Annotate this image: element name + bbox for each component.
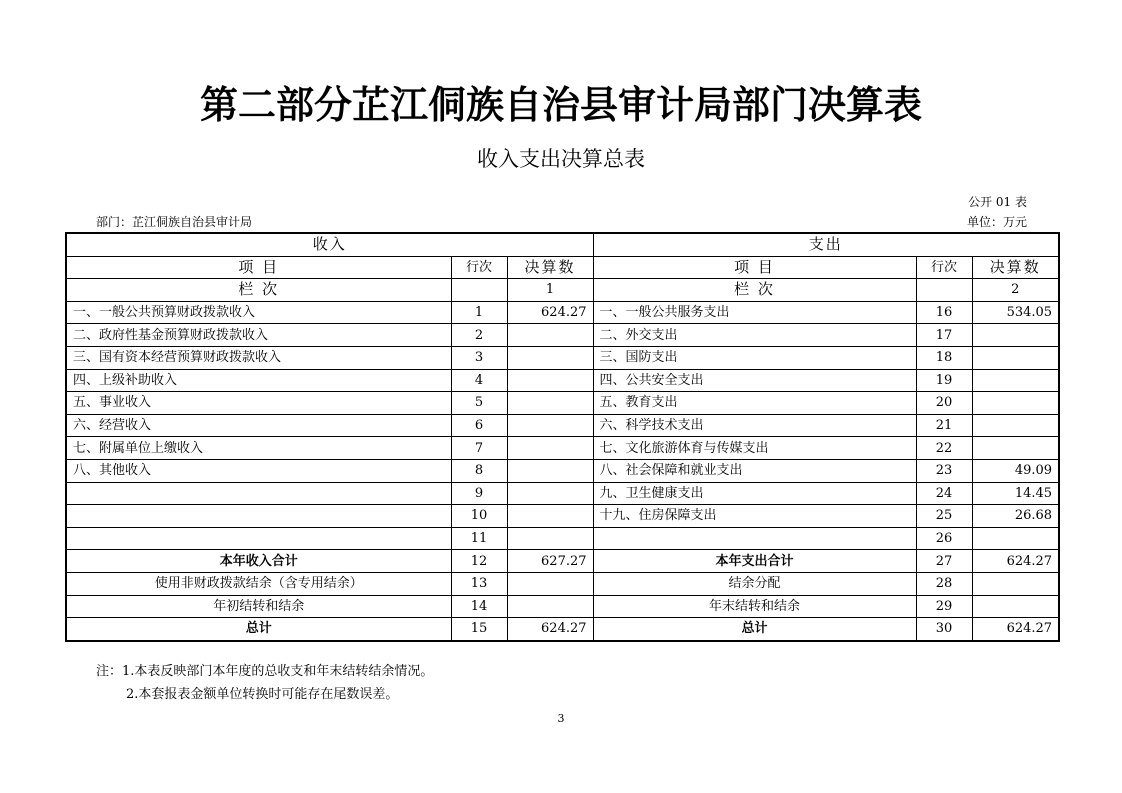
- income-item: 一、一般公共预算财政拨款收入: [66, 301, 451, 324]
- expense-row-no: 24: [916, 482, 972, 505]
- income-amount: [507, 369, 593, 392]
- table-row: [66, 324, 1059, 347]
- expense-total-label: 本年支出合计: [593, 550, 916, 573]
- expense-amount: 26.68: [972, 505, 1059, 528]
- income-row-no: 2: [451, 324, 507, 347]
- income-amount: 624.27: [507, 301, 593, 324]
- expense-amount: [972, 527, 1059, 550]
- expense-row-no-header: 行次: [916, 256, 972, 279]
- expense-grand-amount: 624.27: [972, 618, 1059, 641]
- expense-amount: [972, 324, 1059, 347]
- income-grand-row-no: 15: [451, 618, 507, 641]
- income-item: 七、附属单位上缴收入: [66, 437, 451, 460]
- income-grand-amount: 624.27: [507, 618, 593, 641]
- page-number: 3: [557, 712, 565, 725]
- expense-col-index: 2: [972, 279, 1059, 302]
- income-index-blank: [451, 279, 507, 302]
- expense-amount: 14.45: [972, 482, 1059, 505]
- table-row: [66, 459, 1059, 482]
- income-total-amount: 627.27: [507, 550, 593, 573]
- end-balance-row-no: 29: [916, 595, 972, 618]
- nonfiscal-row: [66, 572, 1059, 595]
- expense-item: 一、一般公共服务支出: [593, 301, 916, 324]
- expense-item: [593, 527, 916, 550]
- expense-index-blank: [916, 279, 972, 302]
- expense-amount: 49.09: [972, 459, 1059, 482]
- income-row-no: 9: [451, 482, 507, 505]
- expense-row-no: 21: [916, 414, 972, 437]
- expense-grand-label: 总计: [593, 618, 916, 641]
- income-item: 五、事业收入: [66, 392, 451, 415]
- expense-index-label: 栏 次: [593, 279, 916, 302]
- expense-amount: [972, 346, 1059, 369]
- table-row: [66, 392, 1059, 415]
- income-amount: [507, 324, 593, 347]
- table-row: [66, 301, 1059, 324]
- note-line-2: 2.本套报表金额单位转换时可能存在尾数误差。: [126, 687, 399, 702]
- begin-balance-row-no: 14: [451, 595, 507, 618]
- nonfiscal-amount: [507, 572, 593, 595]
- expense-section-header: 支出: [593, 233, 1059, 256]
- expense-amount: [972, 392, 1059, 415]
- income-amount: [507, 505, 593, 528]
- expense-row-no: 16: [916, 301, 972, 324]
- income-row-no: 8: [451, 459, 507, 482]
- table-subtitle: 收入支出决算总表: [477, 147, 645, 171]
- income-col-index: 1: [507, 279, 593, 302]
- begin-balance-amount: [507, 595, 593, 618]
- income-amount: [507, 392, 593, 415]
- expense-row-no: 22: [916, 437, 972, 460]
- income-row-no: 10: [451, 505, 507, 528]
- column-header-row: [66, 256, 1059, 279]
- form-code: 公开 01 表: [968, 195, 1027, 209]
- end-balance-amount: [972, 595, 1059, 618]
- note-line-1: 注：1.本表反映部门本年度的总收支和年末结转结余情况。: [96, 664, 434, 679]
- income-item: [66, 482, 451, 505]
- income-section-header: 收入: [66, 233, 593, 256]
- expense-item: 二、外交支出: [593, 324, 916, 347]
- income-row-no: 1: [451, 301, 507, 324]
- income-amount: [507, 482, 593, 505]
- income-amount: [507, 346, 593, 369]
- annual-total-row: [66, 550, 1059, 573]
- begin-balance-label: 年初结转和结余: [66, 595, 451, 618]
- expense-total-amount: 624.27: [972, 550, 1059, 573]
- expense-row-no: 17: [916, 324, 972, 347]
- nonfiscal-label: 使用非财政拨款结余（含专用结余）: [66, 572, 451, 595]
- surplus-alloc-row-no: 28: [916, 572, 972, 595]
- income-total-label: 本年收入合计: [66, 550, 451, 573]
- expense-row-no: 26: [916, 527, 972, 550]
- income-amount: [507, 527, 593, 550]
- expense-row-no: 20: [916, 392, 972, 415]
- table-row: [66, 527, 1059, 550]
- table-row: [66, 346, 1059, 369]
- expense-item: 八、社会保障和就业支出: [593, 459, 916, 482]
- table-row: [66, 505, 1059, 528]
- income-item: [66, 527, 451, 550]
- income-item-header: 项 目: [66, 256, 451, 279]
- income-total-row-no: 12: [451, 550, 507, 573]
- end-balance-label: 年末结转和结余: [593, 595, 916, 618]
- income-amount: [507, 437, 593, 460]
- surplus-alloc-amount: [972, 572, 1059, 595]
- expense-item: 六、科学技术支出: [593, 414, 916, 437]
- income-row-no: 4: [451, 369, 507, 392]
- expense-item: 十九、住房保障支出: [593, 505, 916, 528]
- expense-item: 三、国防支出: [593, 346, 916, 369]
- income-amount-header: 决算数: [507, 256, 593, 279]
- table-row: [66, 369, 1059, 392]
- income-expense-table: [65, 232, 1060, 642]
- income-item: 二、政府性基金预算财政拨款收入: [66, 324, 451, 347]
- expense-item: 四、公共安全支出: [593, 369, 916, 392]
- income-grand-label: 总计: [66, 618, 451, 641]
- income-row-no: 3: [451, 346, 507, 369]
- grand-total-row: [66, 618, 1059, 641]
- nonfiscal-row-no: 13: [451, 572, 507, 595]
- expense-amount-header: 决算数: [972, 256, 1059, 279]
- table-notes: [96, 660, 433, 706]
- expense-amount: [972, 369, 1059, 392]
- income-item: 八、其他收入: [66, 459, 451, 482]
- table-row: [66, 437, 1059, 460]
- balance-row: [66, 595, 1059, 618]
- income-item: 三、国有资本经营预算财政拨款收入: [66, 346, 451, 369]
- income-item: [66, 505, 451, 528]
- unit-label: 单位：万元: [966, 215, 1027, 229]
- income-row-no: 7: [451, 437, 507, 460]
- expense-amount: 534.05: [972, 301, 1059, 324]
- expense-total-row-no: 27: [916, 550, 972, 573]
- expense-row-no: 19: [916, 369, 972, 392]
- income-amount: [507, 459, 593, 482]
- expense-item: 七、文化旅游体育与传媒支出: [593, 437, 916, 460]
- expense-grand-row-no: 30: [916, 618, 972, 641]
- table-row: [66, 482, 1059, 505]
- income-item: 四、上级补助收入: [66, 369, 451, 392]
- expense-row-no: 23: [916, 459, 972, 482]
- expense-row-no: 18: [916, 346, 972, 369]
- income-row-no: 6: [451, 414, 507, 437]
- expense-amount: [972, 437, 1059, 460]
- expense-item: 五、教育支出: [593, 392, 916, 415]
- income-item: 六、经营收入: [66, 414, 451, 437]
- surplus-alloc-label: 结余分配: [593, 572, 916, 595]
- document-title: 第二部分芷江侗族自治县审计局部门决算表: [199, 82, 922, 127]
- expense-item: 九、卫生健康支出: [593, 482, 916, 505]
- income-row-no-header: 行次: [451, 256, 507, 279]
- column-index-row: [66, 279, 1059, 302]
- income-row-no: 11: [451, 527, 507, 550]
- department-label: 部门：芷江侗族自治县审计局: [96, 215, 253, 229]
- section-header-row: [66, 233, 1059, 256]
- income-index-label: 栏 次: [66, 279, 451, 302]
- expense-item-header: 项 目: [593, 256, 916, 279]
- income-amount: [507, 414, 593, 437]
- expense-row-no: 25: [916, 505, 972, 528]
- expense-amount: [972, 414, 1059, 437]
- income-row-no: 5: [451, 392, 507, 415]
- table-row: [66, 414, 1059, 437]
